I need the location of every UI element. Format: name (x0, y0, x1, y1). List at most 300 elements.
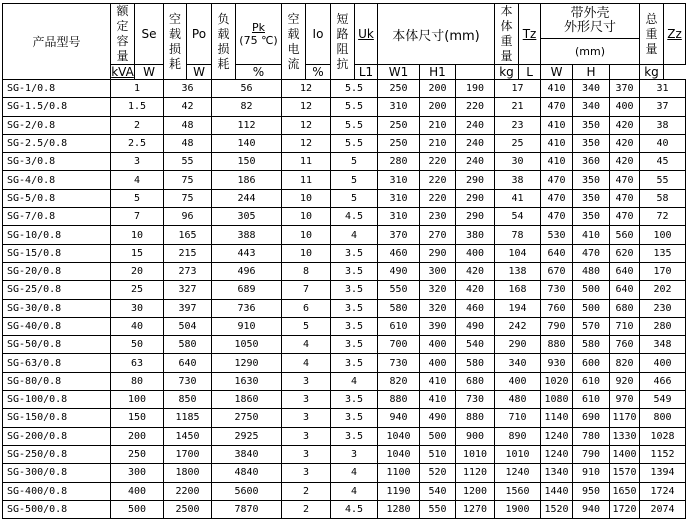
cell-se: 400 (111, 482, 164, 500)
cell-zz: 1724 (640, 482, 686, 500)
cell-h: 470 (610, 208, 640, 226)
cell-po: 1185 (164, 409, 212, 427)
cell-zz: 202 (640, 281, 686, 299)
header-pk-temp: (75 ℃) (239, 34, 278, 47)
cell-w1: 210 (420, 134, 456, 152)
cell-uk: 4 (331, 464, 378, 482)
cell-w1: 220 (420, 189, 456, 207)
cell-h1: 540 (456, 336, 495, 354)
cell-l1: 880 (378, 391, 420, 409)
cell-se: 150 (111, 409, 164, 427)
header-po: Po (187, 4, 212, 65)
cell-w1: 320 (420, 281, 456, 299)
cell-se: 1 (111, 80, 164, 98)
cell-model: SG-200/0.8 (3, 427, 111, 445)
cell-h: 640 (610, 281, 640, 299)
cell-tz: 1560 (495, 482, 541, 500)
table-row (3, 244, 686, 262)
cell-tz: 400 (495, 372, 541, 390)
cell-uk: 4 (331, 226, 378, 244)
cell-l: 790 (541, 317, 573, 335)
cell-io: 3 (282, 464, 331, 482)
unit-pk-w: W (187, 65, 212, 80)
cell-pk: 388 (212, 226, 282, 244)
cell-h1: 420 (456, 281, 495, 299)
cell-tz: 78 (495, 226, 541, 244)
cell-uk: 4.5 (331, 500, 378, 518)
cell-se: 3 (111, 153, 164, 171)
cell-h: 820 (610, 354, 640, 372)
cell-se: 2 (111, 116, 164, 134)
cell-uk: 3.5 (331, 244, 378, 262)
cell-w1: 290 (420, 244, 456, 262)
cell-pk: 3840 (212, 445, 282, 463)
cell-se: 4 (111, 171, 164, 189)
cell-tz: 242 (495, 317, 541, 335)
cell-l: 1340 (541, 464, 573, 482)
cell-model: SG-63/0.8 (3, 354, 111, 372)
cell-model: SG-250/0.8 (3, 445, 111, 463)
cell-l1: 730 (378, 354, 420, 372)
cell-l: 730 (541, 281, 573, 299)
cell-model: SG-1/0.8 (3, 80, 111, 98)
cell-h1: 290 (456, 189, 495, 207)
cell-h1: 880 (456, 409, 495, 427)
cell-h1: 1200 (456, 482, 495, 500)
cell-h1: 1270 (456, 500, 495, 518)
cell-w: 480 (573, 262, 610, 280)
cell-w: 350 (573, 189, 610, 207)
table-row (3, 445, 686, 463)
cell-uk: 3.5 (331, 336, 378, 354)
cell-uk: 4.5 (331, 208, 378, 226)
cell-tz: 168 (495, 281, 541, 299)
cell-po: 2200 (164, 482, 212, 500)
table-row (3, 189, 686, 207)
cell-w: 610 (573, 372, 610, 390)
cell-model: SG-7/0.8 (3, 208, 111, 226)
cell-uk: 5.5 (331, 80, 378, 98)
unit-kva-text: kVA (111, 65, 134, 79)
cell-l: 1240 (541, 445, 573, 463)
cell-w: 350 (573, 208, 610, 226)
cell-po: 36 (164, 80, 212, 98)
cell-model: SG-100/0.8 (3, 391, 111, 409)
cell-pk: 910 (212, 317, 282, 335)
table-row (3, 262, 686, 280)
cell-se: 250 (111, 445, 164, 463)
cell-w: 410 (573, 226, 610, 244)
cell-w1: 540 (420, 482, 456, 500)
cell-l1: 310 (378, 189, 420, 207)
cell-po: 48 (164, 134, 212, 152)
table-body (3, 80, 686, 519)
table-row (3, 372, 686, 390)
cell-tz: 890 (495, 427, 541, 445)
header-shell-size-line2: 外形尺寸 (564, 19, 617, 35)
cell-tz: 17 (495, 80, 541, 98)
cell-h1: 1120 (456, 464, 495, 482)
cell-pk: 150 (212, 153, 282, 171)
cell-pk: 1860 (212, 391, 282, 409)
header-capacity: 额定容量 (111, 4, 135, 65)
header-io: Io (306, 4, 331, 65)
cell-uk: 5.5 (331, 98, 378, 116)
cell-io: 10 (282, 244, 331, 262)
cell-l: 760 (541, 299, 573, 317)
unit-kva (111, 65, 135, 80)
cell-h1: 900 (456, 427, 495, 445)
header-zz-symbol: Zz (667, 27, 682, 41)
cell-h1: 240 (456, 153, 495, 171)
cell-zz: 37 (640, 98, 686, 116)
header-total-weight: 总重量 (640, 4, 664, 65)
cell-w1: 520 (420, 464, 456, 482)
unit-w: W (541, 65, 573, 80)
cell-l1: 460 (378, 244, 420, 262)
table-row (3, 153, 686, 171)
cell-h: 1330 (610, 427, 640, 445)
cell-tz: 480 (495, 391, 541, 409)
unit-tz-kg: kg (495, 65, 519, 80)
unit-l: L (519, 65, 541, 80)
cell-po: 48 (164, 116, 212, 134)
cell-w: 790 (573, 445, 610, 463)
cell-w1: 550 (420, 500, 456, 518)
cell-l1: 700 (378, 336, 420, 354)
cell-w1: 270 (420, 226, 456, 244)
cell-pk: 186 (212, 171, 282, 189)
cell-pk: 4840 (212, 464, 282, 482)
cell-w: 500 (573, 299, 610, 317)
cell-io: 3 (282, 445, 331, 463)
table-row (3, 409, 686, 427)
cell-l1: 250 (378, 80, 420, 98)
cell-h1: 460 (456, 299, 495, 317)
table-row (3, 482, 686, 500)
cell-se: 15 (111, 244, 164, 262)
cell-zz: 549 (640, 391, 686, 409)
cell-pk: 82 (212, 98, 282, 116)
cell-h: 920 (610, 372, 640, 390)
cell-po: 2500 (164, 500, 212, 518)
cell-l1: 820 (378, 372, 420, 390)
cell-po: 55 (164, 153, 212, 171)
cell-po: 75 (164, 171, 212, 189)
cell-po: 1800 (164, 464, 212, 482)
cell-se: 300 (111, 464, 164, 482)
header-zz (664, 4, 686, 65)
cell-h1: 220 (456, 98, 495, 116)
cell-h: 560 (610, 226, 640, 244)
cell-h1: 290 (456, 208, 495, 226)
cell-h: 420 (610, 153, 640, 171)
table-row (3, 354, 686, 372)
cell-tz: 194 (495, 299, 541, 317)
unit-zz-kg: kg (640, 65, 664, 80)
cell-model: SG-30/0.8 (3, 299, 111, 317)
header-pk (236, 4, 282, 65)
cell-po: 75 (164, 189, 212, 207)
cell-zz: 72 (640, 208, 686, 226)
cell-uk: 4 (331, 482, 378, 500)
cell-w1: 510 (420, 445, 456, 463)
cell-l: 880 (541, 336, 573, 354)
header-noload-current: 空载电流 (282, 4, 306, 80)
cell-l: 470 (541, 189, 573, 207)
table-row (3, 391, 686, 409)
cell-h1: 420 (456, 262, 495, 280)
cell-h1: 400 (456, 244, 495, 262)
header-body-weight: 本体重量 (495, 4, 519, 65)
cell-se: 10 (111, 226, 164, 244)
cell-l1: 1190 (378, 482, 420, 500)
cell-l: 1020 (541, 372, 573, 390)
cell-po: 640 (164, 354, 212, 372)
cell-uk: 3.5 (331, 427, 378, 445)
table-row (3, 281, 686, 299)
cell-w: 500 (573, 281, 610, 299)
cell-w1: 410 (420, 391, 456, 409)
cell-l: 410 (541, 134, 573, 152)
cell-l1: 310 (378, 171, 420, 189)
cell-l: 1440 (541, 482, 573, 500)
cell-w1: 220 (420, 153, 456, 171)
cell-tz: 710 (495, 409, 541, 427)
cell-h1: 1010 (456, 445, 495, 463)
cell-pk: 496 (212, 262, 282, 280)
cell-po: 273 (164, 262, 212, 280)
cell-model: SG-500/0.8 (3, 500, 111, 518)
cell-h1: 240 (456, 116, 495, 134)
cell-se: 30 (111, 299, 164, 317)
cell-io: 12 (282, 98, 331, 116)
cell-h: 620 (610, 244, 640, 262)
cell-se: 2.5 (111, 134, 164, 152)
cell-w1: 400 (420, 336, 456, 354)
cell-h: 1650 (610, 482, 640, 500)
cell-se: 500 (111, 500, 164, 518)
cell-uk: 3.5 (331, 409, 378, 427)
cell-h: 970 (610, 391, 640, 409)
cell-pk: 140 (212, 134, 282, 152)
cell-io: 4 (282, 354, 331, 372)
cell-se: 50 (111, 336, 164, 354)
cell-po: 327 (164, 281, 212, 299)
cell-pk: 443 (212, 244, 282, 262)
cell-l1: 940 (378, 409, 420, 427)
cell-h: 470 (610, 189, 640, 207)
cell-w: 360 (573, 153, 610, 171)
cell-l1: 550 (378, 281, 420, 299)
cell-h: 370 (610, 80, 640, 98)
unit-uk-pct: % (306, 65, 331, 80)
cell-w1: 210 (420, 116, 456, 134)
cell-l1: 250 (378, 134, 420, 152)
cell-zz: 55 (640, 171, 686, 189)
cell-io: 10 (282, 208, 331, 226)
cell-l: 470 (541, 171, 573, 189)
cell-zz: 280 (640, 317, 686, 335)
cell-uk: 4 (331, 372, 378, 390)
cell-h1: 240 (456, 134, 495, 152)
cell-model: SG-300/0.8 (3, 464, 111, 482)
cell-zz: 1394 (640, 464, 686, 482)
cell-w: 610 (573, 391, 610, 409)
cell-l1: 250 (378, 116, 420, 134)
cell-zz: 800 (640, 409, 686, 427)
table-row (3, 336, 686, 354)
cell-h: 1570 (610, 464, 640, 482)
cell-w: 600 (573, 354, 610, 372)
cell-l1: 1040 (378, 427, 420, 445)
table-row (3, 171, 686, 189)
cell-uk: 5 (331, 171, 378, 189)
cell-model: SG-50/0.8 (3, 336, 111, 354)
cell-io: 2 (282, 500, 331, 518)
header-tz-symbol: Tz (522, 27, 537, 41)
cell-po: 165 (164, 226, 212, 244)
cell-w: 340 (573, 80, 610, 98)
table-row (3, 226, 686, 244)
header-body-size: 本体尺寸(mm) (378, 4, 495, 65)
cell-zz: 230 (640, 299, 686, 317)
cell-l: 670 (541, 262, 573, 280)
cell-h: 680 (610, 299, 640, 317)
cell-w1: 300 (420, 262, 456, 280)
header-pk-symbol: Pk (251, 21, 265, 34)
cell-w: 580 (573, 336, 610, 354)
cell-zz: 135 (640, 244, 686, 262)
cell-zz: 170 (640, 262, 686, 280)
cell-w1: 200 (420, 98, 456, 116)
cell-io: 7 (282, 281, 331, 299)
cell-zz: 45 (640, 153, 686, 171)
cell-pk: 689 (212, 281, 282, 299)
header-model: 产品型号 (3, 4, 111, 80)
cell-model: SG-2.5/0.8 (3, 134, 111, 152)
table-row (3, 80, 686, 98)
cell-pk: 2925 (212, 427, 282, 445)
cell-io: 4 (282, 336, 331, 354)
table-row (3, 317, 686, 335)
cell-io: 10 (282, 226, 331, 244)
cell-io: 6 (282, 299, 331, 317)
unit-total-weight-spacer (610, 65, 640, 80)
unit-body-weight-spacer (456, 65, 495, 80)
unit-l1: L1 (355, 65, 378, 80)
cell-w: 350 (573, 134, 610, 152)
cell-se: 40 (111, 317, 164, 335)
cell-h1: 730 (456, 391, 495, 409)
cell-se: 200 (111, 427, 164, 445)
cell-l1: 490 (378, 262, 420, 280)
cell-model: SG-2/0.8 (3, 116, 111, 134)
cell-zz: 40 (640, 134, 686, 152)
cell-tz: 1240 (495, 464, 541, 482)
cell-w1: 390 (420, 317, 456, 335)
cell-uk: 3 (331, 445, 378, 463)
cell-zz: 38 (640, 116, 686, 134)
cell-pk: 1630 (212, 372, 282, 390)
cell-h1: 680 (456, 372, 495, 390)
header-shell-size-unit: (mm) (541, 38, 640, 64)
cell-w: 690 (573, 409, 610, 427)
cell-l: 640 (541, 244, 573, 262)
cell-h1: 580 (456, 354, 495, 372)
table-row (3, 427, 686, 445)
cell-zz: 466 (640, 372, 686, 390)
cell-w: 570 (573, 317, 610, 335)
cell-zz: 1152 (640, 445, 686, 463)
cell-model: SG-40/0.8 (3, 317, 111, 335)
cell-uk: 3.5 (331, 299, 378, 317)
cell-l1: 1040 (378, 445, 420, 463)
cell-model: SG-4/0.8 (3, 171, 111, 189)
cell-model: SG-400/0.8 (3, 482, 111, 500)
cell-io: 3 (282, 391, 331, 409)
table-row (3, 116, 686, 134)
header-uk (355, 4, 378, 65)
cell-w: 910 (573, 464, 610, 482)
cell-zz: 31 (640, 80, 686, 98)
cell-tz: 41 (495, 189, 541, 207)
cell-po: 850 (164, 391, 212, 409)
cell-io: 11 (282, 153, 331, 171)
unit-h1: H1 (420, 65, 456, 80)
cell-io: 5 (282, 317, 331, 335)
cell-po: 215 (164, 244, 212, 262)
cell-uk: 5 (331, 153, 378, 171)
unit-w1: W1 (378, 65, 420, 80)
cell-w: 350 (573, 171, 610, 189)
cell-pk: 244 (212, 189, 282, 207)
cell-po: 1450 (164, 427, 212, 445)
cell-h: 1170 (610, 409, 640, 427)
cell-w: 940 (573, 500, 610, 518)
cell-h1: 290 (456, 171, 495, 189)
cell-tz: 1900 (495, 500, 541, 518)
cell-pk: 1050 (212, 336, 282, 354)
unit-h: H (573, 65, 610, 80)
cell-w: 340 (573, 98, 610, 116)
cell-se: 100 (111, 391, 164, 409)
unit-po-w: W (135, 65, 164, 80)
cell-model: SG-25/0.8 (3, 281, 111, 299)
header-load-loss: 负载损耗 (212, 4, 236, 80)
cell-w: 780 (573, 427, 610, 445)
cell-po: 96 (164, 208, 212, 226)
cell-h: 710 (610, 317, 640, 335)
cell-zz: 1028 (640, 427, 686, 445)
cell-l: 470 (541, 98, 573, 116)
cell-w1: 220 (420, 171, 456, 189)
cell-tz: 1010 (495, 445, 541, 463)
cell-w: 950 (573, 482, 610, 500)
cell-se: 5 (111, 189, 164, 207)
cell-tz: 23 (495, 116, 541, 134)
cell-w: 350 (573, 116, 610, 134)
table-row (3, 98, 686, 116)
cell-h: 760 (610, 336, 640, 354)
cell-w1: 200 (420, 80, 456, 98)
cell-uk: 3.5 (331, 391, 378, 409)
cell-io: 3 (282, 372, 331, 390)
cell-l: 410 (541, 80, 573, 98)
cell-l: 410 (541, 116, 573, 134)
cell-zz: 348 (640, 336, 686, 354)
cell-uk: 3.5 (331, 354, 378, 372)
